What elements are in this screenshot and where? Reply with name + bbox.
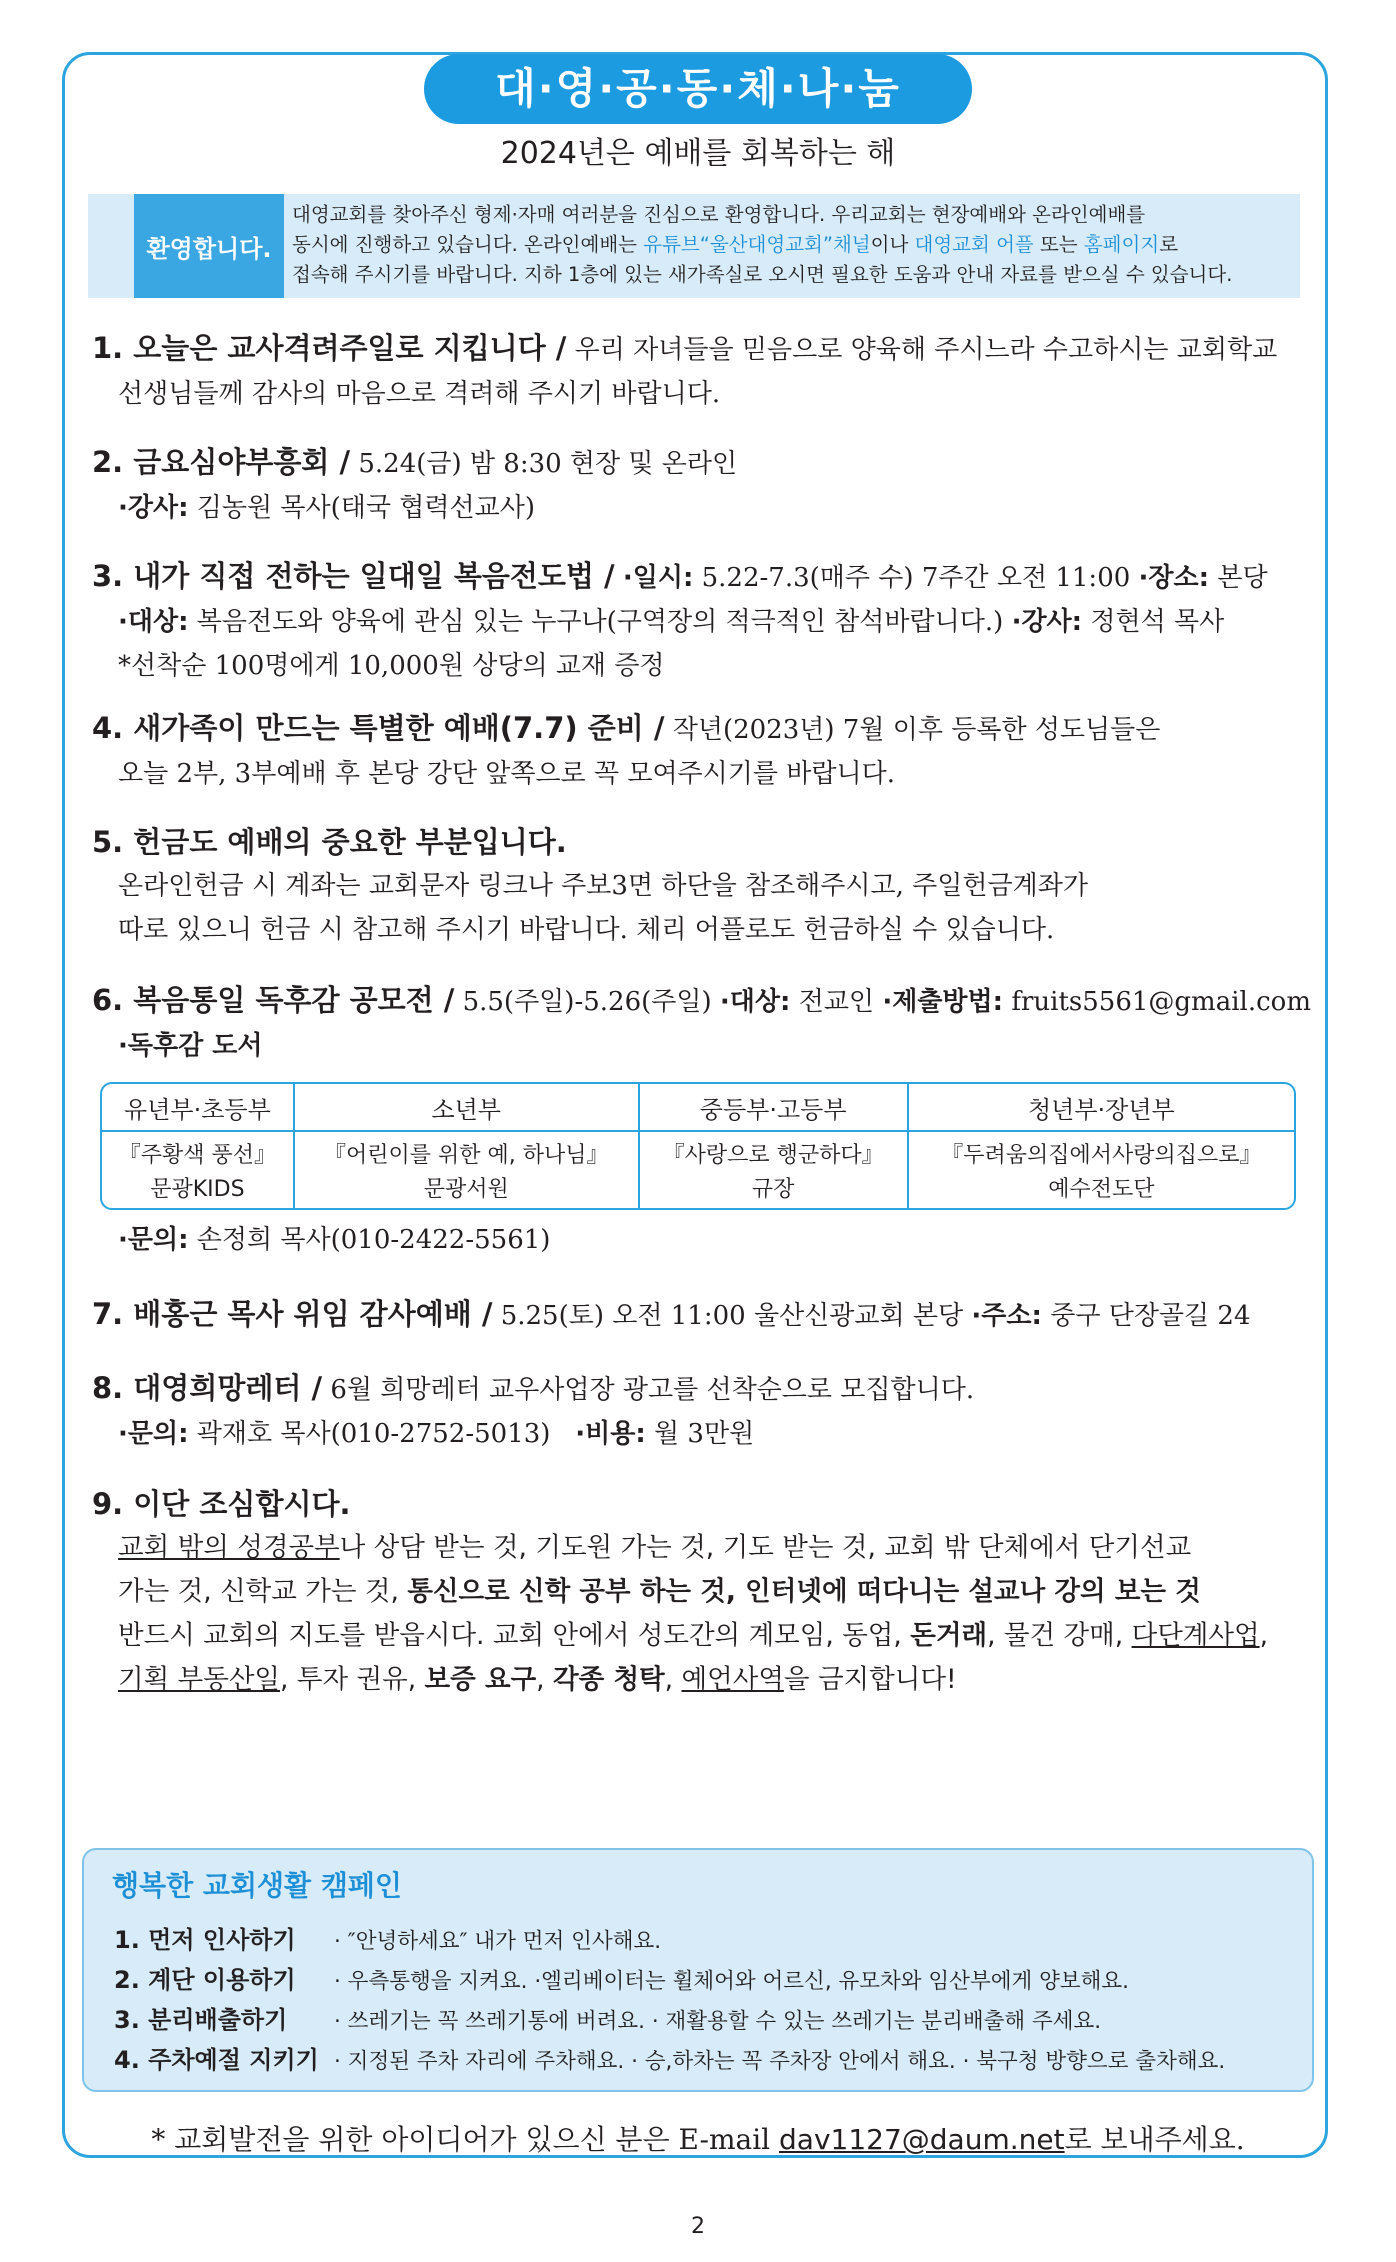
footer-text: 로 보내주세요.: [1064, 2123, 1245, 2156]
book-publisher: 예수전도단: [1048, 1176, 1155, 1202]
notice-9-text: , 물건 강매,: [987, 1620, 1132, 1651]
welcome-text-part: 동시에 진행하고 있습니다. 온라인예배는: [292, 233, 644, 256]
book-cell: [295, 1132, 640, 1208]
book-cell: [909, 1132, 1294, 1208]
notice-2-heading: 2. 금요심야부흥회 /: [92, 445, 351, 479]
campaign-row-label: 4. 주차예절 지키기: [114, 2046, 319, 2074]
welcome-line-1: 대영교회를 찾아주신 형제·자매 여러분을 진심으로 환영합니다. 우리교회는 현장예배와 온라인예배를: [292, 203, 1146, 226]
notice-6-contact-label: ·문의:: [118, 1225, 189, 1255]
books-header-cell: 소년부: [295, 1084, 640, 1132]
book-title: 『사랑으로 행군하다』: [662, 1142, 884, 1168]
notice-9-text: ,: [536, 1664, 554, 1695]
notice-5-text-2: 따로 있으니 헌금 시 참고해 주시기 바랍니다. 체리 어플로도 헌금하실 수 있습니다.: [118, 915, 1055, 945]
welcome-text-part: 로: [1159, 233, 1179, 256]
youtube-channel-link[interactable]: 유튜브“울산대영교회”채널: [643, 233, 871, 256]
notice-6-heading: 6. 복음통일 독후감 공모전 /: [92, 983, 455, 1017]
notice-1-heading: 1. 오늘은 교사격려주일로 지킵니다 /: [92, 331, 567, 365]
notice-9-bold: 보증 요구: [424, 1664, 537, 1695]
notice-6-target-label: ·대상:: [719, 987, 791, 1017]
notice-3-heading: 3. 내가 직접 전하는 일대일 복음전도법 /: [92, 559, 615, 593]
notice-9-text: 나 상담 받는 것, 기도원 가는 것, 기도 받는 것, 교회 밖 단체에서 단기선교: [339, 1532, 1192, 1563]
campaign-row-label: 1. 먼저 인사하기: [114, 1926, 296, 1954]
notice-9-bold: 통신으로 신학 공부 하는 것, 인터넷에 떠다니는 설교나 강의 보는 것: [407, 1576, 1201, 1607]
notice-5-heading: 5. 헌금도 예배의 중요한 부분입니다.: [92, 825, 567, 859]
notice-9-bold: 각종 청탁: [553, 1664, 665, 1695]
page-title: 대·영·공·동·체·나·눔: [424, 54, 972, 124]
notice-8-cost: 월 3만원: [654, 1419, 755, 1449]
notice-9-underline: 기획 부동산일: [118, 1664, 281, 1695]
welcome-text: [292, 200, 1292, 290]
notice-9-text: ,: [664, 1664, 682, 1695]
notice-8-text: 6월 희망레터 교우사업장 광고를 선착순으로 모집합니다.: [330, 1375, 975, 1405]
notice-4-text-2: 오늘 2부, 3부예배 후 본당 강단 앞쪽으로 꼭 모여주시기를 바랍니다.: [118, 759, 896, 789]
campaign-row-text: · 쓰레기는 꼭 쓰레기통에 버려요. · 재활용할 수 있는 쓰레기는 분리배출해 주세요.: [334, 2009, 1102, 2034]
notice-7: [92, 1292, 1322, 1338]
campaign-row: [114, 1960, 1129, 1995]
church-app-link[interactable]: 대영교회 어플: [914, 233, 1034, 256]
notice-1: [92, 326, 1322, 416]
notice-7-text: 5.25(토) 오전 11:00 울산신광교회 본당: [500, 1301, 964, 1331]
notice-9-text: , 투자 권유,: [280, 1664, 425, 1695]
footer-email-link[interactable]: dav1127@daum.net: [779, 2123, 1065, 2156]
notice-6-target: 전교인: [798, 987, 875, 1017]
welcome-line-2: [292, 230, 1292, 260]
notice-4-text: 작년(2023년) 7월 이후 등록한 성도님들은: [672, 715, 1161, 745]
page-number: 2: [691, 2214, 705, 2239]
notice-6-books-label: ·독후감 도서: [118, 1031, 263, 1061]
notice-9-underline: 교회 밖의 성경공부: [118, 1532, 340, 1563]
notice-6-date: 5.5(주일)-5.26(주일): [462, 987, 712, 1017]
notice-9-text: 을 금지합니다!: [783, 1664, 957, 1695]
notice-3-date: 5.22-7.3(매주 수) 7주간 오전 11:00: [701, 563, 1131, 593]
book-cell: [102, 1132, 295, 1208]
welcome-line-3: 접속해 주시기를 바랍니다. 지하 1층에 있는 새가족실로 오시면 필요한 도움과 안내 자료를 받으실 수 있습니다.: [292, 263, 1233, 286]
notice-3-speaker-label: ·강사:: [1011, 607, 1083, 637]
notice-4-heading: 4. 새가족이 만드는 특별한 예배(7.7) 준비 /: [92, 711, 665, 745]
notice-7-address: 중구 단장골길 24: [1050, 1301, 1251, 1331]
campaign-row-label: 2. 계단 이용하기: [114, 1966, 296, 1994]
notice-2-label: ·강사:: [118, 493, 189, 523]
books-header-cell: 유년부·초등부: [102, 1084, 295, 1132]
campaign-row: [114, 2000, 1101, 2035]
notice-9-underline: 다단계사업: [1131, 1620, 1260, 1651]
campaign-row-text: · 지정된 주차 자리에 주차해요. · 승,하차는 꼭 주차장 안에서 해요. · 북구청 방향으로 출차해요.: [334, 2049, 1226, 2074]
notice-5: [92, 820, 1322, 952]
welcome-text-part: 또는: [1033, 233, 1084, 256]
welcome-tag: 환영합니다.: [134, 194, 284, 298]
notice-3-place: 본당: [1217, 563, 1268, 593]
notice-9-underline: 예언사역: [681, 1664, 784, 1695]
book-cell: [640, 1132, 909, 1208]
notice-3-note: *선착순 100명에게 10,000원 상당의 교재 증정: [118, 651, 665, 681]
notice-1-text-2: 선생님들께 감사의 마음으로 격려해 주시기 바랍니다.: [118, 379, 721, 409]
notice-6-contact: [92, 1218, 1322, 1262]
notice-9-text: 반드시 교회의 지도를 받읍시다. 교회 안에서 성도간의 계모임, 동업,: [118, 1620, 911, 1651]
footer-text: * 교회발전을 위한 아이디어가 있으신 분은 E-mail: [151, 2123, 780, 2156]
notice-3-target-label: ·대상:: [118, 607, 189, 637]
notice-3-target: 복음전도와 양육에 관심 있는 누구나(구역장의 적극적인 참석바랍니다.): [196, 607, 1004, 637]
books-table-row: [102, 1132, 1294, 1208]
notice-6-submit-label: ·제출방법:: [882, 987, 1004, 1017]
campaign-row: [114, 2040, 1225, 2075]
notice-9-text: 가는 것, 신학교 가는 것,: [118, 1576, 408, 1607]
notice-3-speaker: 정현석 목사: [1090, 607, 1225, 637]
books-header-cell: 청년부·장년부: [909, 1084, 1294, 1132]
book-title: 『어린이를 위한 예, 하나님』: [323, 1142, 609, 1168]
campaign-box: [82, 1848, 1314, 2092]
book-publisher: 문광서원: [423, 1176, 509, 1202]
notice-8: [92, 1366, 1322, 1456]
notice-2-speaker: 김농원 목사(태국 협력선교사): [196, 493, 535, 523]
campaign-row-text: · ″안녕하세요″ 내가 먼저 인사해요.: [334, 1929, 662, 1954]
notice-3-place-label: ·장소:: [1138, 563, 1210, 593]
notice-8-cost-label: ·비용:: [575, 1419, 646, 1449]
welcome-text-part: 이나: [870, 233, 915, 256]
notice-2: [92, 440, 1322, 530]
book-title: 『주황색 풍선』: [118, 1142, 277, 1168]
notice-3: [92, 554, 1322, 688]
book-publisher: 규장: [751, 1176, 795, 1202]
notice-9-bold: 돈거래: [910, 1620, 988, 1651]
notice-5-text-1: 온라인헌금 시 계좌는 교회문자 링크나 주보3면 하단을 참조해주시고, 주일헌금계좌가: [118, 871, 1088, 901]
book-publisher: 문광KIDS: [150, 1176, 245, 1202]
notice-8-heading: 8. 대영희망레터 /: [92, 1371, 323, 1405]
notice-7-address-label: ·주소:: [971, 1301, 1042, 1331]
campaign-row-label: 3. 분리배출하기: [114, 2006, 288, 2034]
notice-2-text: 5.24(금) 밤 8:30 현장 및 온라인: [358, 449, 738, 479]
books-table: [100, 1082, 1296, 1210]
notice-9-heading: 9. 이단 조심합시다.: [92, 1487, 351, 1521]
book-title: 『두려움의집에서사랑의집으로』: [941, 1142, 1262, 1168]
notice-6-email[interactable]: fruits5561@gmail.com: [1011, 987, 1311, 1017]
notice-4: [92, 706, 1322, 796]
footer-note: [0, 2118, 1396, 2158]
notice-8-contact-label: ·문의:: [118, 1419, 189, 1449]
page-subtitle: 2024년은 예배를 회복하는 해: [500, 136, 896, 171]
welcome-box: [88, 194, 1300, 298]
homepage-link[interactable]: 홈페이지: [1083, 233, 1160, 256]
campaign-row: [114, 1920, 661, 1955]
notice-3-date-label: ·일시:: [622, 563, 694, 593]
notice-6-contact-text: 손정희 목사(010-2422-5561): [196, 1225, 551, 1255]
campaign-title: 행복한 교회생활 캠페인: [112, 1869, 402, 1902]
notice-6: [92, 978, 1322, 1068]
notice-7-heading: 7. 배홍근 목사 위임 감사예배 /: [92, 1297, 493, 1331]
campaign-row-text: · 우측통행을 지켜요. ·엘리베이터는 휠체어와 어르신, 유모차와 임산부에게 양보해요.: [334, 1969, 1129, 1994]
books-table-header: [102, 1084, 1294, 1132]
notice-8-contact: 곽재호 목사(010-2752-5013): [196, 1419, 551, 1449]
notice-9: 9. 이단 조심합시다. 교회 밖의 성경공부나 상담 받는 것, 기도원 가는 것, 기도 받는 것, 교회 밖 단체에서 단기선교 가는 것, 신학교 가는 것, 통신으로 신학 공부 하는 것, 인터넷에 떠다니는 설교나 강의 보는 것 반드시 교회의 지도를 받읍시다. 교회 안에서 성도간의 계모임, 동업, 돈거래, 물건 강매, 다단계사업, 기획 부동산일, 투자 권유, 보증 요구, 각종 청탁, 예언사역을 금지합니다!: [92, 1482, 1322, 1702]
books-header-cell: 중등부·고등부: [640, 1084, 909, 1132]
notice-1-text: 우리 자녀들을 믿음으로 양육해 주시느라 수고하시는 교회학교: [574, 335, 1278, 365]
